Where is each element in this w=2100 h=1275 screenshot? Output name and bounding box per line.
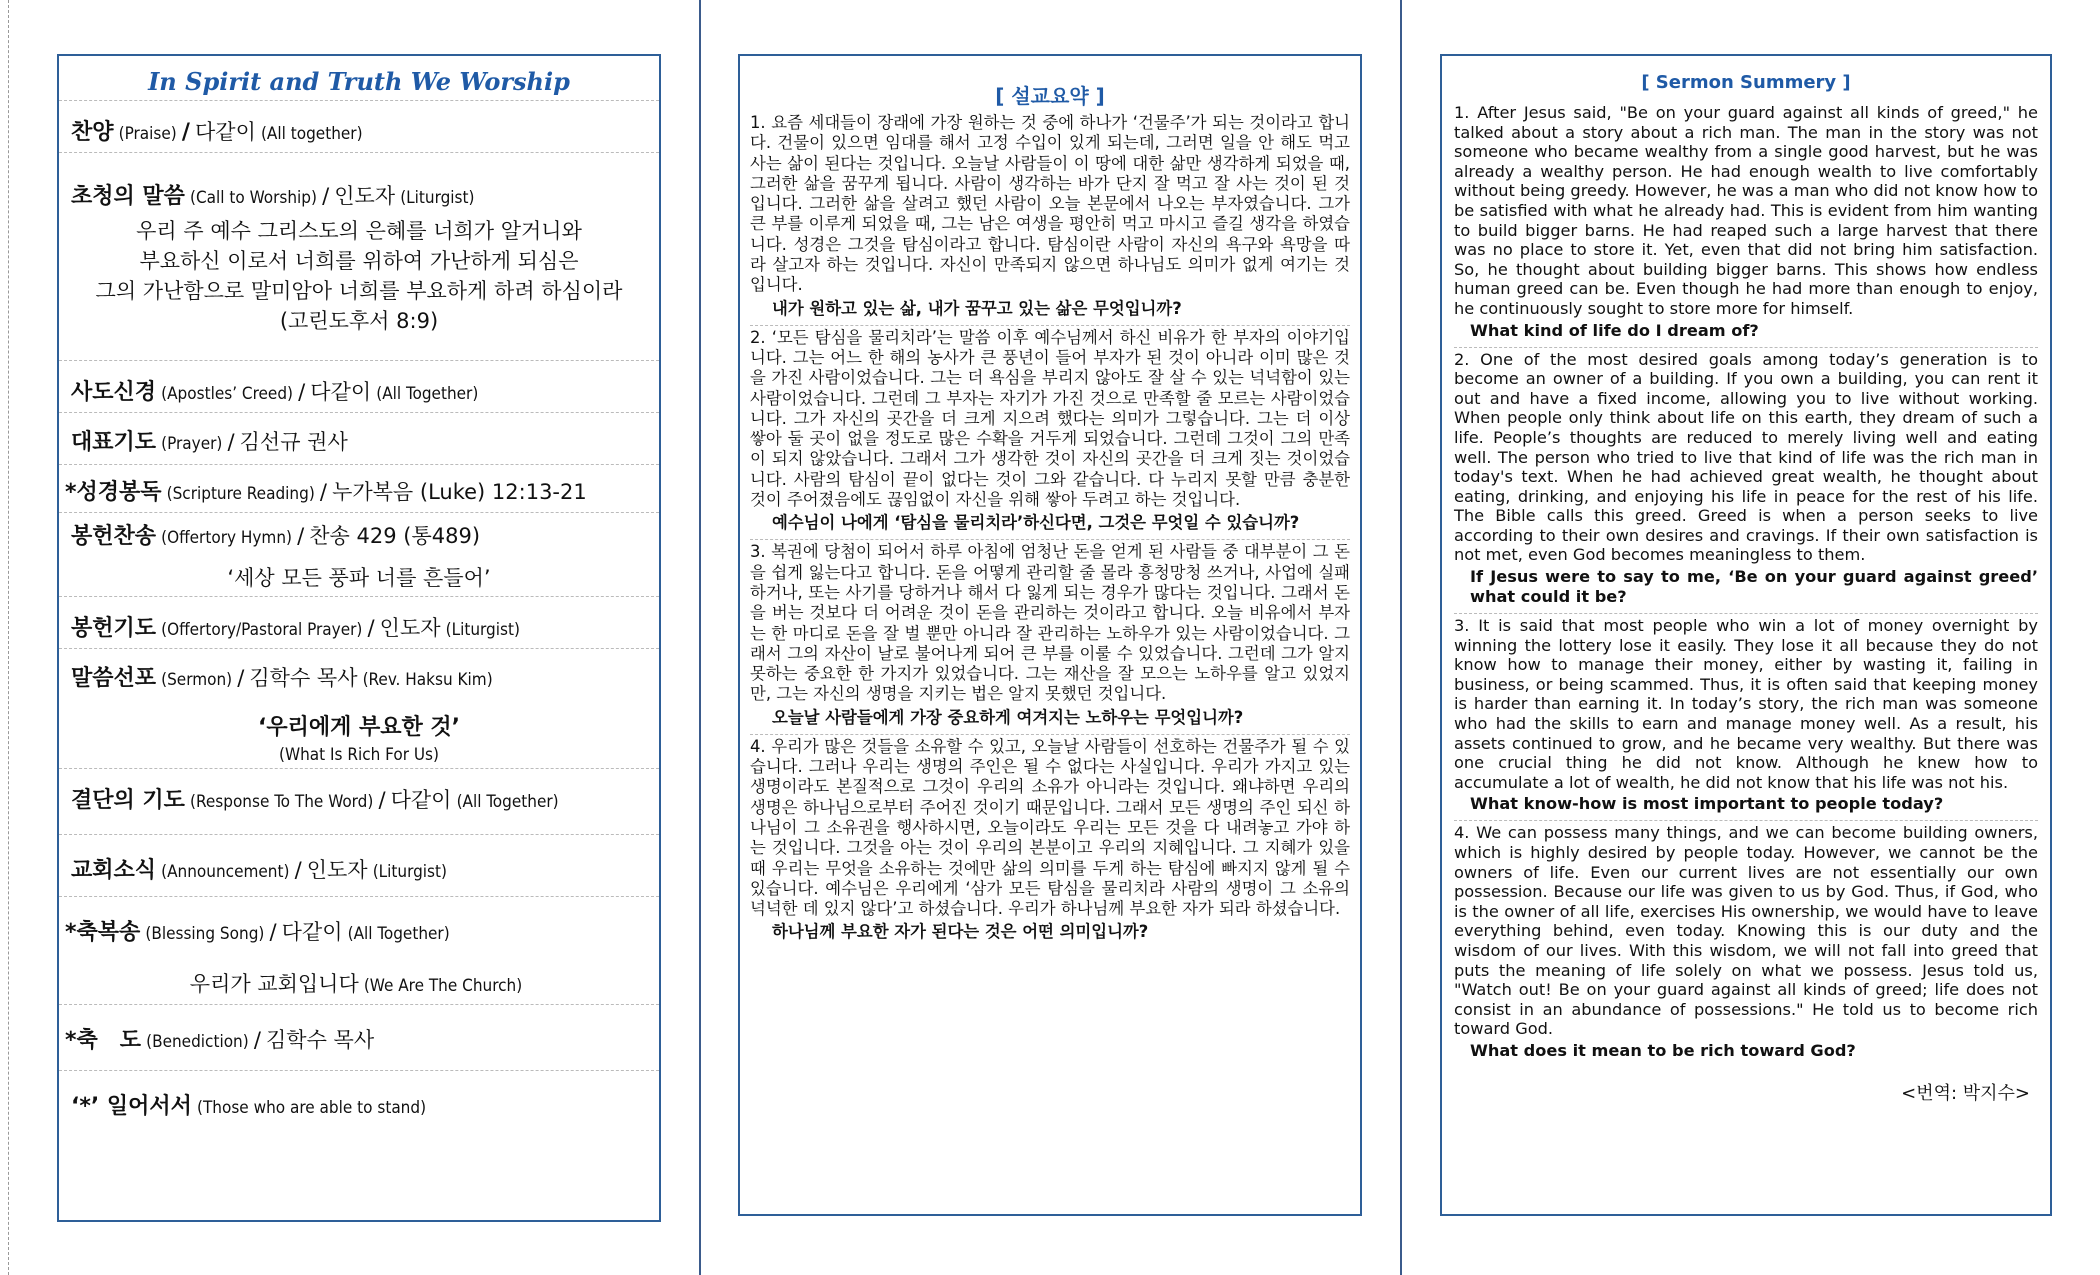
divider (750, 325, 1350, 326)
korean-question-1: 내가 원하고 있는 삶, 내가 꿈꾸고 있는 삶은 무엇입니까? (772, 298, 1182, 318)
english-paragraph-4: 4. We can possess many things, and we can become building owners, which is highly desired by people today. However, we cannot be the owners of life. Even our current lives are not essentially our own possession. Because our life was given to us by God. Thus, if God, who is the owner of all life, exercises His ownership, we would have to leave everything behind, even today. Knowing this is our duty and the wisdom of our lives. With this wisdom, we will not fall into greed that puts the meaning of life solely on what we possess. Jesus told us, "Watch out! Be on your guard against all kinds of greed; life does not consist in an abundance of possessions." He told us to become rich toward God. (1454, 823, 2038, 1039)
korean-summary-title: [ 설교요약 ] (995, 84, 1105, 108)
divider (1454, 613, 2038, 614)
korean-paragraph-4: 4. 우리가 많은 것들을 소유할 수 있고, 오늘날 사람들이 선호하는 건물주가 될 수 있습니다. 그러나 우리는 생명의 주인은 될 수 없다는 사실입니다. 우리가 가지고 있는 생명이라도 본질적으로 그것이 우리의 소유가 아니라는 것입니다. 왜냐하면 우리의 생명은 하나님으로부터 주어진 것이기 때문입니다. 그래서 모든 생명의 주인 되신 하나님이 그 소유권을 행사하시면, 오늘이라도 우리는 모든 것을 다 내려놓고 가야 하는 것입니다. 그것을 아는 것이 우리의 본분이고 우리의 지혜입니다. 그 지혜가 있을 때 우리는 무엇을 소유하는 것에만 삶의 의미를 두게 하는 탐심에 빠지지 않게 될 수 있습니다. 예수님은 우리에게 ‘삼가 모든 탐심을 물리치라 사람의 생명이 그 소유의 넉넉한 데 있지 않다’고 하셨습니다. 우리가 하나님께 부요한 자가 되라 하셨습니다. (750, 736, 1350, 919)
korean-question-4: 하나님께 부요한 자가 된다는 것은 어떤 의미입니까? (772, 922, 1149, 942)
divider (750, 734, 1350, 735)
response-row: 결단의 기도 (Response To The Word) / 다같이 (All Together) (59, 768, 659, 834)
blessing-song-row: *축복송 (Blessing Song) / 다같이 (All Together) 우리가 교회입니다 (We Are The Church) (59, 896, 659, 1004)
stand-note-row: ‘*’ 일어서서 (Those who are able to stand) (59, 1070, 659, 1138)
divider (1454, 347, 2038, 348)
korean-question-2: 예수님이 나에게 ‘탐심을 물리치라’하신다면, 그것은 무엇일 수 있습니까? (772, 513, 1300, 533)
translator-credit: <번역: 박지수> (1901, 1082, 2030, 1104)
creed-row: 사도신경 (Apostles’ Creed) / 다같이 (All Together) (59, 360, 659, 412)
divider (1454, 820, 2038, 821)
english-question-3: What know-how is most important to people today? (1470, 794, 1944, 814)
benediction-row: *축 도 (Benediction) / 김학수 목사 (59, 1004, 659, 1070)
divider (750, 539, 1350, 540)
call-to-worship-row: 초청의 말씀 (Call to Worship) / 인도자 (Liturgist) 우리 주 예수 그리스도의 은혜를 너희가 알거니와 부요하신 이로서 너희를 위하여 가난하게 되심은 그의 가난함으로 말미암아 너희를 부요하게 하려 하심이라 (고린도후서 8:9) (59, 152, 659, 360)
page-edge (8, 0, 9, 1275)
korean-sermon-summary-panel (738, 54, 1362, 1216)
korean-paragraph-2: 2. ‘모든 탐심을 물리치라’는 말씀 이후 예수님께서 하신 비유가 한 부자의 이야기입니다. 그는 어느 한 해의 농사가 큰 풍년이 들어 부자가 된 것이 아니라 이미 많은 것을 가진 사람이었습니다. 그는 더 욕심을 부리지 않아도 잘 살 수 있는 넉넉함이 있는 사람이었습니다. 그런데 그 부자는 자기가 가진 것으로 만족할 줄 모르는 사람이었습니다. 그가 자신의 곳간을 더 크게 지으려 했다는 의미가 그렇습니다. 그는 더 이상 쌓아 둘 곳이 없을 정도로 많은 수확을 거두게 되었습니다. 그런데 그것이 그의 만족이 되지 않았습니다. 그래서 그가 생각한 것이 자신의 곳간을 더 크게 짓는 것이었습니다. 사람의 탐심이 끝이 없다는 것이 그와 같습니다. 다 누리지 못할 만큼 충분한 것이 주어졌음에도 끊임없이 자신을 위해 쌓아 두려고 하는 것입니다. (750, 327, 1350, 510)
english-question-1: What kind of life do I dream of? (1470, 320, 1759, 340)
korean-paragraph-3: 3. 복권에 당첨이 되어서 하루 아침에 엄청난 돈을 얻게 된 사람들 중 대부분이 그 돈을 쉽게 잃는다고 합니다. 돈을 어떻게 관리할 줄 몰라 흥청망청 쓰거나, 사업에 실패하거나, 또는 사기를 당하거나 해서 다 잃게 되는 경우가 많다는 것입니다. 그래서 돈을 버는 것보다 더 어려운 것이 돈을 관리하는 것이라고 합니다. 오늘 비유에서 부자는 한 마디로 돈을 잘 벌 뿐만 아니라 잘 관리하는 노하우가 있는 사람이었습니다. 그래서 그의 자산이 날로 불어나게 되어 큰 부를 이룰 수 있었습니다. 그런데 그가 알지 못하는 중요한 한 가지가 있었습니다. 그는 재산을 잘 모으는 노하우를 알고 있었지만, 그는 자신의 생명을 지키는 법은 알지 못했던 것입니다. (750, 542, 1350, 704)
fold-line-2 (1400, 0, 1402, 1275)
english-sermon-summary-panel (1440, 54, 2052, 1216)
offertory-prayer-row: 봉헌기도 (Offertory/Pastoral Prayer) / 인도자 (Liturgist) (59, 596, 659, 648)
english-paragraph-2: 2. One of the most desired goals among today’s generation is to become an owner of a building. If you own a building, you can rent it out and have a fixed income, allowing you to live without working. When people only think about life on this earth, they dream of such a life. People’s thoughts are reduced to merely living well and eating well. The person who tried to live that kind of life was the rich man in today's text. When he had achieved great wealth, he thought about eating, drinking, and enjoying his life in peace for the rest of his life. The Bible calls this greed. Greed is when a person seeks to live according to their own desires and cravings. If their own satisfaction is not met, even God becomes meaningless to them. (1454, 349, 2038, 565)
prayer-row: 대표기도 (Prayer) / 김선규 권사 (59, 412, 659, 464)
hymn-title: ‘세상 모든 풍파 너를 흔들어’ (227, 566, 491, 590)
announcement-row: 교회소식 (Announcement) / 인도자 (Liturgist) (59, 834, 659, 896)
english-question-2: If Jesus were to say to me, ‘Be on your guard against greed’ what could it be? (1470, 567, 2038, 607)
sermon-row: 말씀선포 (Sermon) / 김학수 목사 (Rev. Haksu Kim) ‘우리에게 부요한 것’ (What Is Rich For Us) (59, 648, 659, 768)
offertory-hymn-row: 봉헌찬송 (Offertory Hymn) / 찬송 429 (통489) ‘세상 모든 풍파 너를 흔들어’ (59, 512, 659, 596)
song-title: 우리가 교회입니다 (We Are The Church) (189, 972, 523, 996)
scripture-row: *성경봉독 (Scripture Reading) / 누가복음 (Luke) 12:13-21 (59, 464, 659, 512)
call-verse: 우리 주 예수 그리스도의 은혜를 너희가 알거니와 부요하신 이로서 너희를 위하여 가난하게 되심은 그의 가난함으로 말미암아 너희를 부요하게 하려 하심이라 (고린도후서 8:9) (95, 219, 623, 333)
english-paragraph-3: 3. It is said that most people who win a lot of money overnight by winning the lottery lose it easily. They lose it all because they do not know how to manage their money, either by wasting it, failing in business, or being scammed. Thus, it is often said that keeping money is harder than earning it. In today’s story, the rich man was someone who had the skills to earn and manage money well. As a result, his assets continued to grow, and he became very wealthy. But there was one crucial thing he did not know. Although he knew how to accumulate a lot of wealth, he did not know that his life was not his. (1454, 616, 2038, 792)
english-question-4: What does it mean to be rich toward God? (1470, 1040, 1856, 1060)
english-summary-title: [ Sermon Summery ] (1641, 72, 1851, 93)
praise-row: 찬양 (Praise) / 다같이 (All together) (59, 100, 659, 152)
korean-question-3: 오늘날 사람들에게 가장 중요하게 여겨지는 노하우는 무엇입니까? (772, 707, 1244, 727)
sermon-title: ‘우리에게 부요한 것’ (257, 715, 461, 740)
english-paragraph-1: 1. After Jesus said, "Be on your guard against all kinds of greed," he talked about a story about a rich man. The man in the story was not someone who became wealthy from a single good harvest, but he was already a wealthy person. He had enough wealth to live comfortably without being greedy. However, he was a man who did not know how to be satisfied with what he already had. This is evident from him wanting to build bigger barns. He had reaped such a large harvest that there was no place to store it. Yet, even that did not bring him satisfaction. So, he thought about building bigger barns. This shows how endless human greed can be. Even though he had more than enough to enjoy, he continuously sought to store more for himself. (1454, 103, 2038, 318)
fold-line-1 (699, 0, 701, 1275)
korean-paragraph-1: 1. 요즘 세대들이 장래에 가장 원하는 것 중에 하나가 ‘건물주’가 되는 것이라고 합니다. 건물이 있으면 임대를 해서 고정 수입이 있게 되는데, 그러면 일을 안 해도 먹고 사는 삶이 된다는 것입니다. 오늘날 사람들이 이 땅에 대한 삶만 생각하게 되었을 때, 그러한 삶을 꿈꾸게 됩니다. 사람이 생각하는 바가 단지 잘 먹고 잘 사는 것이 된 것입니다. 그러한 삶을 살려고 했던 사람이 오늘 본문에서 나오는 부자였습니다. 그가 큰 부를 이루게 되었을 때, 그는 남은 여생을 평안히 먹고 마시고 즐길 생각을 하였습니다. 성경은 그것을 탐심이라고 합니다. 탐심이란 사람이 자신의 욕구와 욕망을 따라 살고자 하는 것입니다. 자신이 만족되지 않으면 하나님도 의미가 없게 여기는 것입니다. (750, 113, 1350, 295)
order-of-worship-panel (57, 54, 661, 1222)
sermon-title-en: (What Is Rich For Us) (279, 745, 439, 765)
worship-title: In Spirit and Truth We Worship (148, 67, 570, 96)
